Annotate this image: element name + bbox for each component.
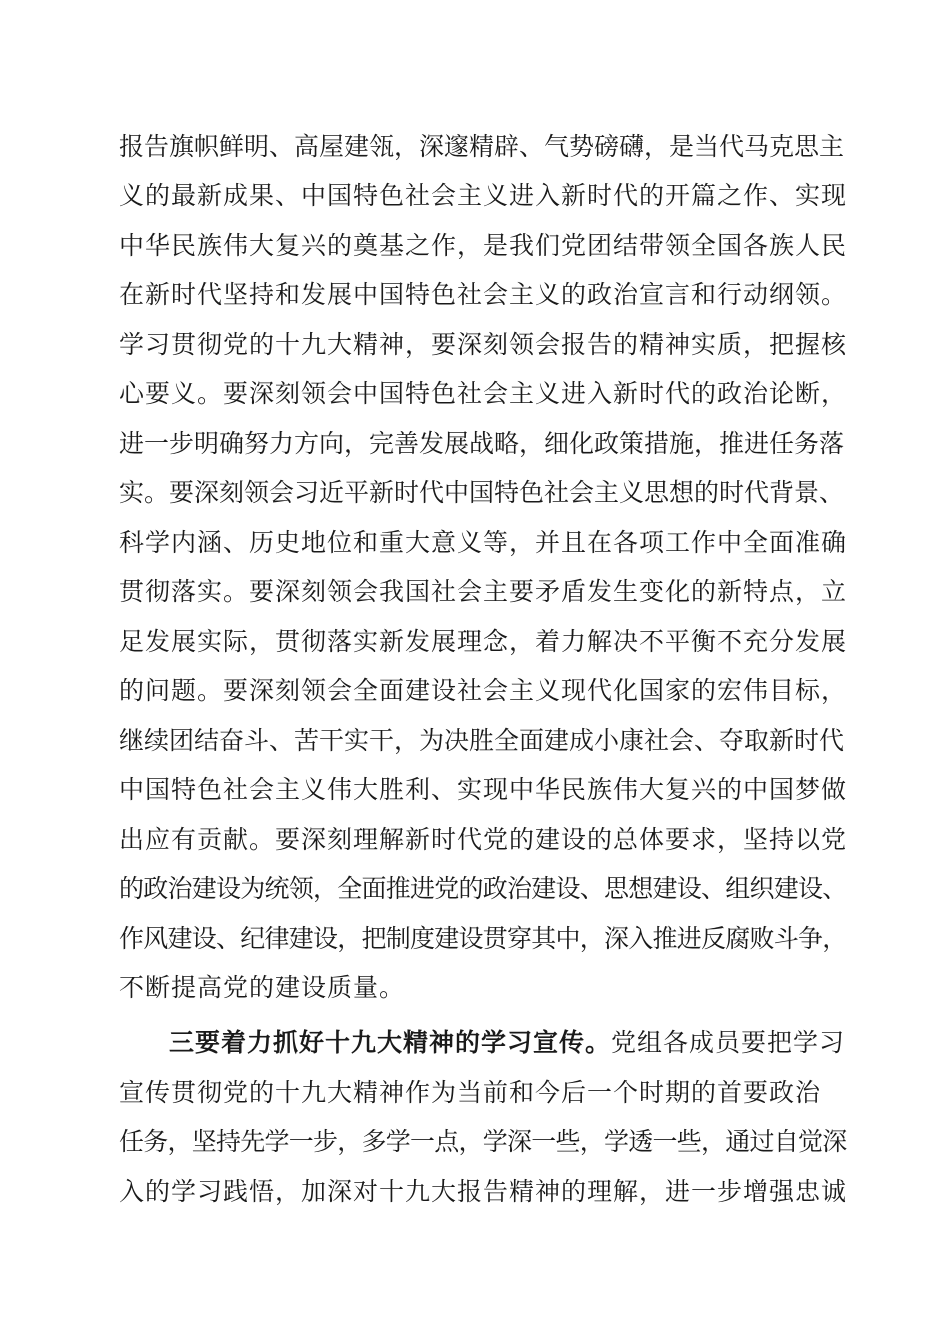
text-line: 报告旗帜鲜明、高屋建瓴，深邃精辟、气势磅礴，是当代马克思主 bbox=[119, 132, 845, 161]
text-line: 任务，坚持先学一步，多学一点，学深一些，学透一些，通过自觉深 bbox=[119, 1127, 847, 1156]
text-line: 实。要深刻领会习近平新时代中国特色社会主义思想的时代背景、 bbox=[119, 478, 845, 507]
text-line: 入的学习践悟，加深对十九大报告精神的理解，进一步增强忠诚 bbox=[119, 1177, 848, 1206]
text-line: 的问题。要深刻领会全面建设社会主义现代化国家的宏伟目标， bbox=[119, 676, 848, 705]
text-line: 足发展实际，贯彻落实新发展理念，着力解决不平衡不充分发展 bbox=[119, 627, 848, 656]
text-line: 出应有贡献。要深刻理解新时代党的建设的总体要求，坚持以党 bbox=[119, 825, 848, 854]
text-line: 宣传贯彻党的十九大精神作为当前和今后一个时期的首要政治 bbox=[119, 1078, 822, 1107]
text-line: 进一步明确努力方向，完善发展战略，细化政策措施，推进任务落 bbox=[119, 429, 845, 458]
text-line: 贯彻落实。要深刻领会我国社会主要矛盾发生变化的新特点，立 bbox=[119, 577, 848, 606]
text-line: 心要义。要深刻领会中国特色社会主义进入新时代的政治论断， bbox=[119, 379, 848, 408]
text-line: 作风建设、纪律建设，把制度建设贯穿其中，深入推进反腐败斗争， bbox=[119, 924, 847, 953]
text-line: 中华民族伟大复兴的奠基之作，是我们党团结带领全国各族人民 bbox=[119, 231, 848, 260]
text-span: 党组各成员要把学习 bbox=[611, 1028, 846, 1057]
text-line: 中国特色社会主义伟大胜利、实现中华民族伟大复兴的中国梦做 bbox=[119, 775, 848, 804]
section-heading: 三要着力抓好十九大精神的学习宣传。 bbox=[169, 1028, 612, 1057]
text-line: 在新时代坚持和发展中国特色社会主义的政治宣言和行动纲领。 bbox=[119, 280, 848, 309]
text-line: 不断提高党的建设质量。 bbox=[119, 973, 406, 1002]
paragraph-first-line bbox=[169, 1025, 845, 1061]
text-line: 的政治建设为统领，全面推进党的政治建设、思想建设、组织建设、 bbox=[119, 874, 847, 903]
text-line: 继续团结奋斗、苦干实干，为决胜全面建成小康社会、夺取新时代 bbox=[119, 726, 845, 755]
text-line: 学习贯彻党的十九大精神，要深刻领会报告的精神实质，把握核 bbox=[119, 330, 848, 359]
text-line: 义的最新成果、中国特色社会主义进入新时代的开篇之作、实现 bbox=[119, 181, 848, 210]
text-line: 科学内涵、历史地位和重大意义等，并且在各项工作中全面准确 bbox=[119, 528, 848, 557]
